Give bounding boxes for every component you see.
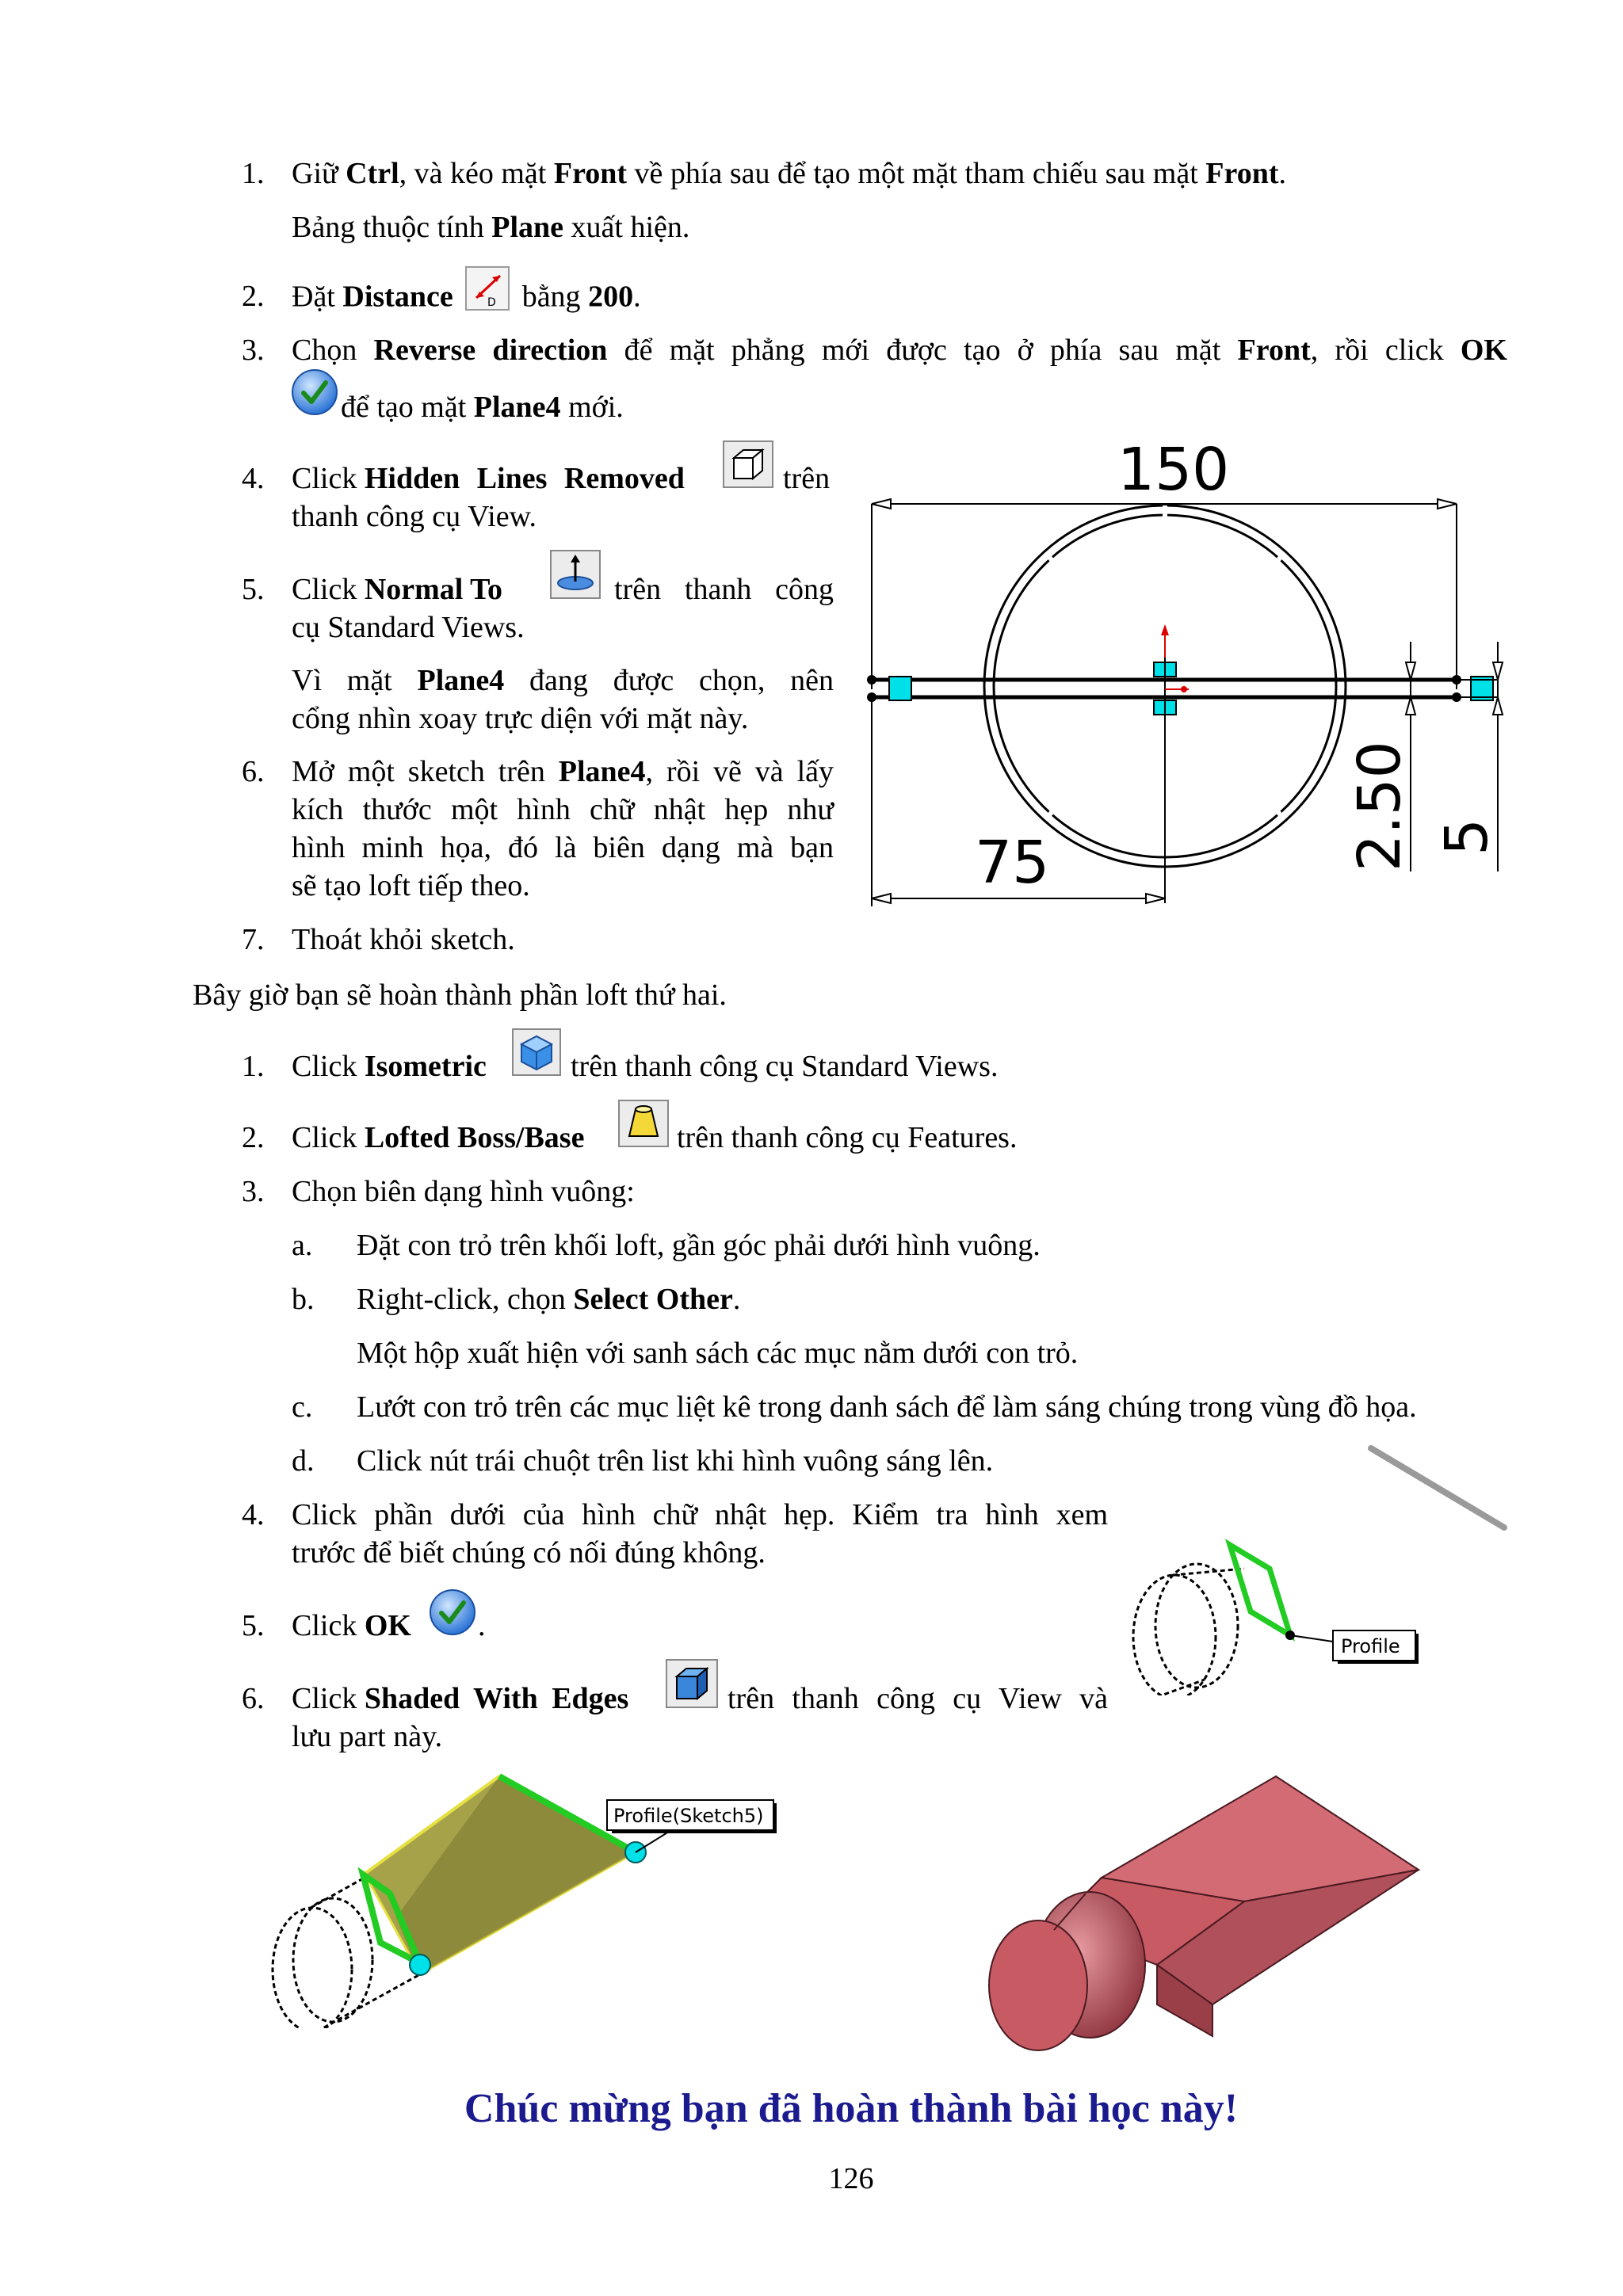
list-number: 1. bbox=[242, 1050, 265, 1083]
s2-step-6-tail: trên thanh công cụ View và bbox=[727, 1682, 1108, 1715]
step-4-tail: trên bbox=[783, 462, 831, 495]
distance-icon bbox=[465, 266, 510, 311]
dim-5: 5 bbox=[1433, 818, 1501, 856]
s2-step-3c: Lướt con trỏ trên các mục liệt kê trong danh sách để làm sáng chúng trong vùng đồ họa. bbox=[357, 1390, 1417, 1424]
svg-text:Profile(Sketch5): Profile(Sketch5) bbox=[613, 1805, 764, 1827]
s2-step-3b: Right-click, chọn Select Other. bbox=[357, 1283, 741, 1316]
shaded-with-edges-icon bbox=[666, 1659, 718, 1708]
dim-250: 2.50 bbox=[1346, 741, 1414, 871]
s2-step-3: Chọn biên dạng hình vuông: bbox=[292, 1175, 635, 1208]
step-5-note: Vì mặt Plane4 đang được chọn, nên bbox=[292, 664, 834, 697]
isometric-icon bbox=[512, 1028, 561, 1076]
s2-step-1-tail: trên thanh công cụ Standard Views. bbox=[571, 1050, 999, 1083]
s2-step-2: Click Lofted Boss/Base bbox=[292, 1121, 585, 1154]
list-number: 2. bbox=[242, 1121, 265, 1154]
hidden-lines-removed-icon bbox=[723, 441, 773, 488]
s2-step-3d: Click nút trái chuột trên list khi hình vuông sáng lên. bbox=[357, 1444, 994, 1478]
step-4-text: Click Hidden Lines Removed bbox=[292, 462, 685, 495]
step-1-note: Bảng thuộc tính Plane xuất hiện. bbox=[292, 211, 690, 244]
list-number: 3. bbox=[242, 334, 265, 367]
s2-step-3a: Đặt con trỏ trên khối loft, gần góc phải dưới hình vuông. bbox=[357, 1229, 1041, 1262]
sub-letter: d. bbox=[292, 1444, 315, 1478]
step-6-line4: sẽ tạo loft tiếp theo. bbox=[292, 869, 530, 902]
list-number: 7. bbox=[242, 923, 265, 956]
dim-150: 150 bbox=[1117, 436, 1230, 504]
s2-step-6-cont: lưu part này. bbox=[292, 1720, 443, 1753]
ok-check-icon bbox=[428, 1588, 477, 1637]
step-7-text: Thoát khỏi sketch. bbox=[292, 923, 515, 956]
section-intro: Bây giờ bạn sẽ hoàn thành phần loft thứ hai. bbox=[193, 978, 727, 1012]
list-number: 5. bbox=[242, 573, 265, 606]
list-number: 4. bbox=[242, 1498, 265, 1531]
s2-step-3b-note: Một hộp xuất hiện với sanh sách các mục nằm dưới con trỏ. bbox=[357, 1337, 1079, 1370]
sub-letter: c. bbox=[292, 1390, 313, 1424]
svg-text:D: D bbox=[487, 296, 496, 309]
list-number: 2. bbox=[242, 280, 265, 313]
ok-check-icon bbox=[290, 368, 339, 417]
lofted-boss-icon bbox=[618, 1100, 669, 1147]
step-5-tail: trên thanh công bbox=[614, 573, 834, 606]
sketch-dimension-figure bbox=[864, 428, 1514, 919]
step-1-text: Giữ Ctrl, và kéo mặt Front về phía sau để tạo một mặt tham chiếu sau mặt Front. bbox=[292, 157, 1286, 190]
s2-step-5-tail: . bbox=[478, 1609, 486, 1642]
step-3-text-cont: để tạo mặt Plane4 mới. bbox=[341, 391, 624, 424]
sub-letter: a. bbox=[292, 1229, 313, 1262]
step-2-text: Đặt Distance D bằng 200. bbox=[292, 277, 641, 322]
s2-step-4: Click phần dưới của hình chữ nhật hẹp. Kiểm tra hình xem bbox=[292, 1498, 1108, 1531]
normal-to-icon bbox=[550, 550, 601, 599]
s2-step-5: Click OK bbox=[292, 1609, 411, 1642]
s2-step-2-tail: trên thanh công cụ Features. bbox=[677, 1121, 1018, 1154]
page-number: 126 bbox=[828, 2162, 874, 2195]
list-number: 6. bbox=[242, 755, 265, 788]
step-5-note-cont: cổng nhìn xoay trực diện với mặt này. bbox=[292, 702, 749, 735]
step-4-cont: thanh công cụ View. bbox=[292, 500, 537, 533]
step-6-line2: kích thước một hình chữ nhật hẹp như bbox=[292, 793, 834, 826]
step-6-text: Mở một sketch trên Plane4, rồi vẽ và lấy bbox=[292, 755, 834, 788]
list-number: 3. bbox=[242, 1175, 265, 1208]
list-number: 4. bbox=[242, 462, 265, 495]
s2-step-4-cont: trước để biết chúng có nối đúng không. bbox=[292, 1536, 766, 1569]
shaded-part-figure bbox=[975, 1767, 1434, 2060]
closing-message: Chúc mừng bạn đã hoàn thành bài học này! bbox=[464, 2086, 1239, 2131]
svg-text:Profile: Profile bbox=[1341, 1635, 1400, 1657]
list-number: 5. bbox=[242, 1609, 265, 1642]
profile-selection-figure bbox=[1125, 1442, 1522, 1695]
list-number: 1. bbox=[242, 157, 265, 190]
dim-75: 75 bbox=[975, 829, 1050, 897]
step-6-line3: hình minh họa, đó là biên dạng mà bạn bbox=[292, 831, 834, 864]
step-5-cont: cụ Standard Views. bbox=[292, 611, 525, 644]
sub-letter: b. bbox=[292, 1283, 315, 1316]
s2-step-1: Click Isometric bbox=[292, 1050, 487, 1083]
step-5-text: Click Normal To bbox=[292, 573, 503, 606]
list-number: 6. bbox=[242, 1682, 265, 1715]
step-3-text: Chọn Reverse direction để mặt phẳng mới được tạo ở phía sau mặt Front, rồi click OK bbox=[292, 334, 1507, 367]
loft-preview-figure bbox=[269, 1767, 800, 2028]
s2-step-6: Click Shaded With Edges bbox=[292, 1682, 629, 1715]
